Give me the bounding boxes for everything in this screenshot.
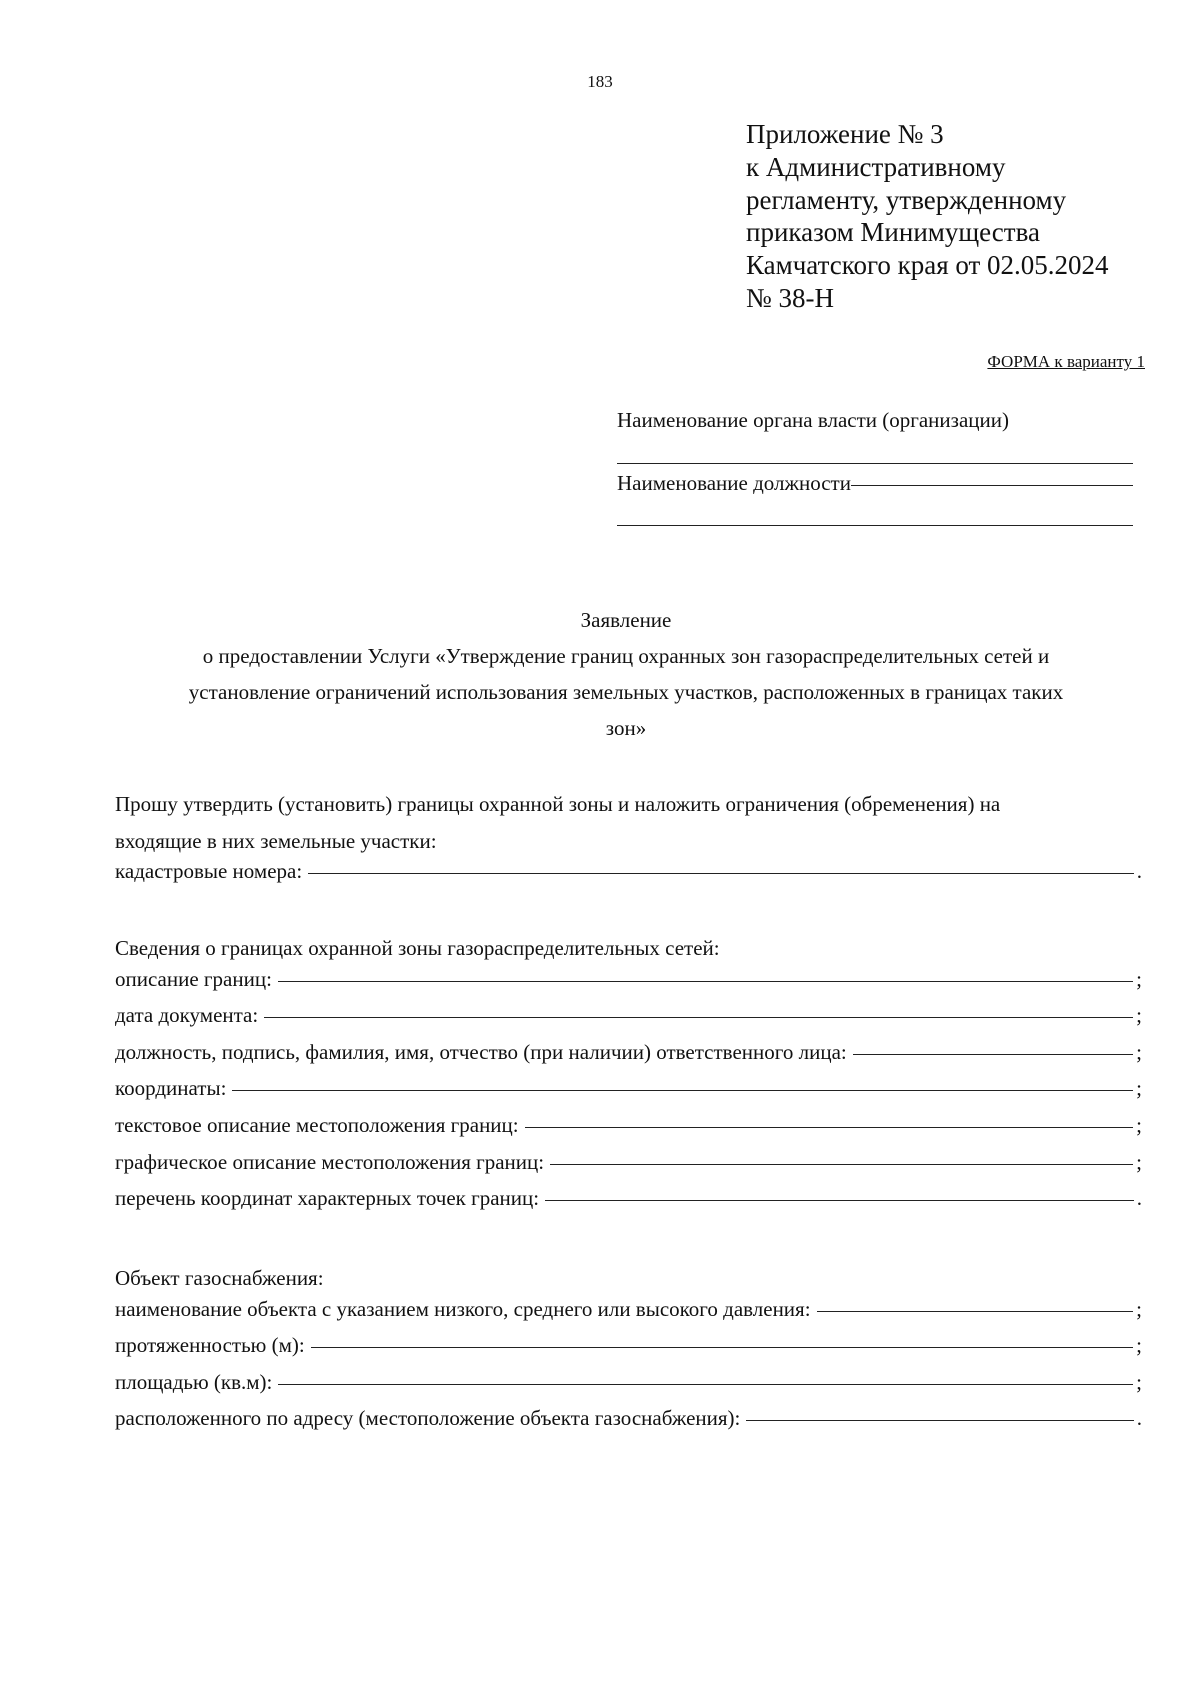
object-name-field[interactable] [817, 1311, 1134, 1312]
title-line: установление ограничений использования земельных участков, расположенных в границах таких [188, 680, 1064, 704]
field-label: должность, подпись, фамилия, имя, отчество (при наличии) ответственного лица: [115, 1039, 847, 1064]
row-end-mark: ; [1136, 1369, 1142, 1394]
title-heading: Заявление [580, 608, 672, 632]
field-label: координаты: [115, 1076, 227, 1101]
field-label: протяженностью (м): [115, 1333, 305, 1358]
title-line: зон» [605, 716, 647, 740]
gas-field-row [115, 1333, 1142, 1370]
zone-field-row [115, 1040, 1142, 1077]
gas-object-section [115, 1260, 1142, 1443]
zone-info-section [115, 930, 1142, 1223]
zone-field-row [115, 967, 1142, 1004]
position-name-field[interactable] [851, 485, 1133, 486]
length-field[interactable] [311, 1347, 1133, 1348]
request-text: Прошу утвердить (установить) границы охранной зоны и наложить ограничения (обременения) на [115, 792, 1001, 816]
row-end-mark: ; [1136, 1076, 1142, 1101]
document-date-field[interactable] [264, 1017, 1133, 1018]
row-end-mark: ; [1136, 1003, 1142, 1028]
field-label: площадью (кв.м): [115, 1369, 273, 1394]
field-label: описание границ: [115, 966, 272, 991]
row-end-mark: . [1136, 1186, 1142, 1211]
zone-field-row [115, 1150, 1142, 1187]
zone-field-row [115, 1113, 1142, 1150]
address-field[interactable] [746, 1420, 1133, 1421]
application-title [110, 602, 1142, 746]
row-end-mark: ; [1136, 1149, 1142, 1174]
field-label: графическое описание местоположения границ: [115, 1149, 545, 1174]
authority-name-field[interactable] [617, 463, 1133, 464]
appendix-line: регламенту, утвержденному [746, 184, 1067, 215]
field-label: перечень координат характерных точек границ: [115, 1186, 540, 1211]
appendix-header [746, 118, 1109, 315]
appendix-line: Приложение № 3 [746, 119, 944, 149]
cadastral-label: кадастровые номера: [115, 859, 303, 884]
request-text: входящие в них земельные участки: [115, 828, 437, 853]
row-end-mark: . [1136, 1406, 1142, 1431]
row-end-mark: . [1136, 859, 1142, 884]
title-line: о предоставлении Услуги «Утверждение границ охранных зон газораспределительных сетей и [202, 644, 1050, 668]
cadastral-row [115, 859, 1142, 896]
field-label: текстовое описание местоположения границ: [115, 1112, 519, 1137]
field-label: дата документа: [115, 1003, 259, 1028]
zone-field-row [115, 1003, 1142, 1040]
row-end-mark: ; [1136, 1296, 1142, 1321]
text-location-field[interactable] [525, 1127, 1134, 1128]
area-field[interactable] [278, 1384, 1133, 1385]
gas-field-row [115, 1297, 1142, 1334]
field-label: расположенного по адресу (местоположение объекта газоснабжения): [115, 1406, 741, 1431]
boundary-description-field[interactable] [278, 981, 1133, 982]
row-end-mark: ; [1136, 1112, 1142, 1137]
position-row [617, 471, 1133, 496]
zone-field-row [115, 1076, 1142, 1113]
gas-field-row [115, 1406, 1142, 1443]
graphic-location-field[interactable] [550, 1164, 1133, 1165]
form-variant-label: ФОРМА к варианту 1 [987, 352, 1145, 371]
appendix-line: приказом Минимущества [746, 217, 1040, 248]
appendix-line: № 38-Н [746, 282, 835, 313]
coordinates-field[interactable] [232, 1090, 1133, 1091]
field-label: наименование объекта с указанием низкого, среднего или высокого давления: [115, 1296, 811, 1321]
gas-object-heading: Объект газоснабжения: [115, 1266, 324, 1290]
points-coordinates-field[interactable] [545, 1200, 1134, 1201]
page-number: 183 [587, 72, 613, 91]
appendix-line: к Административному [746, 151, 1006, 182]
authority-name-label: Наименование органа власти (организации) [617, 408, 1009, 432]
position-name-label: Наименование должности [617, 471, 851, 495]
gas-field-row [115, 1370, 1142, 1407]
zone-field-row [115, 1186, 1142, 1223]
responsible-person-field[interactable] [853, 1054, 1133, 1055]
zone-info-heading: Сведения о границах охранной зоны газораспределительных сетей: [115, 936, 720, 960]
appendix-line: Камчатского края от 02.05.2024 [746, 250, 1109, 281]
row-end-mark: ; [1136, 1333, 1142, 1358]
row-end-mark: ; [1136, 966, 1142, 991]
cadastral-field[interactable] [308, 873, 1134, 874]
position-extra-field[interactable] [617, 525, 1133, 526]
request-section [115, 786, 1142, 896]
row-end-mark: ; [1136, 1039, 1142, 1064]
